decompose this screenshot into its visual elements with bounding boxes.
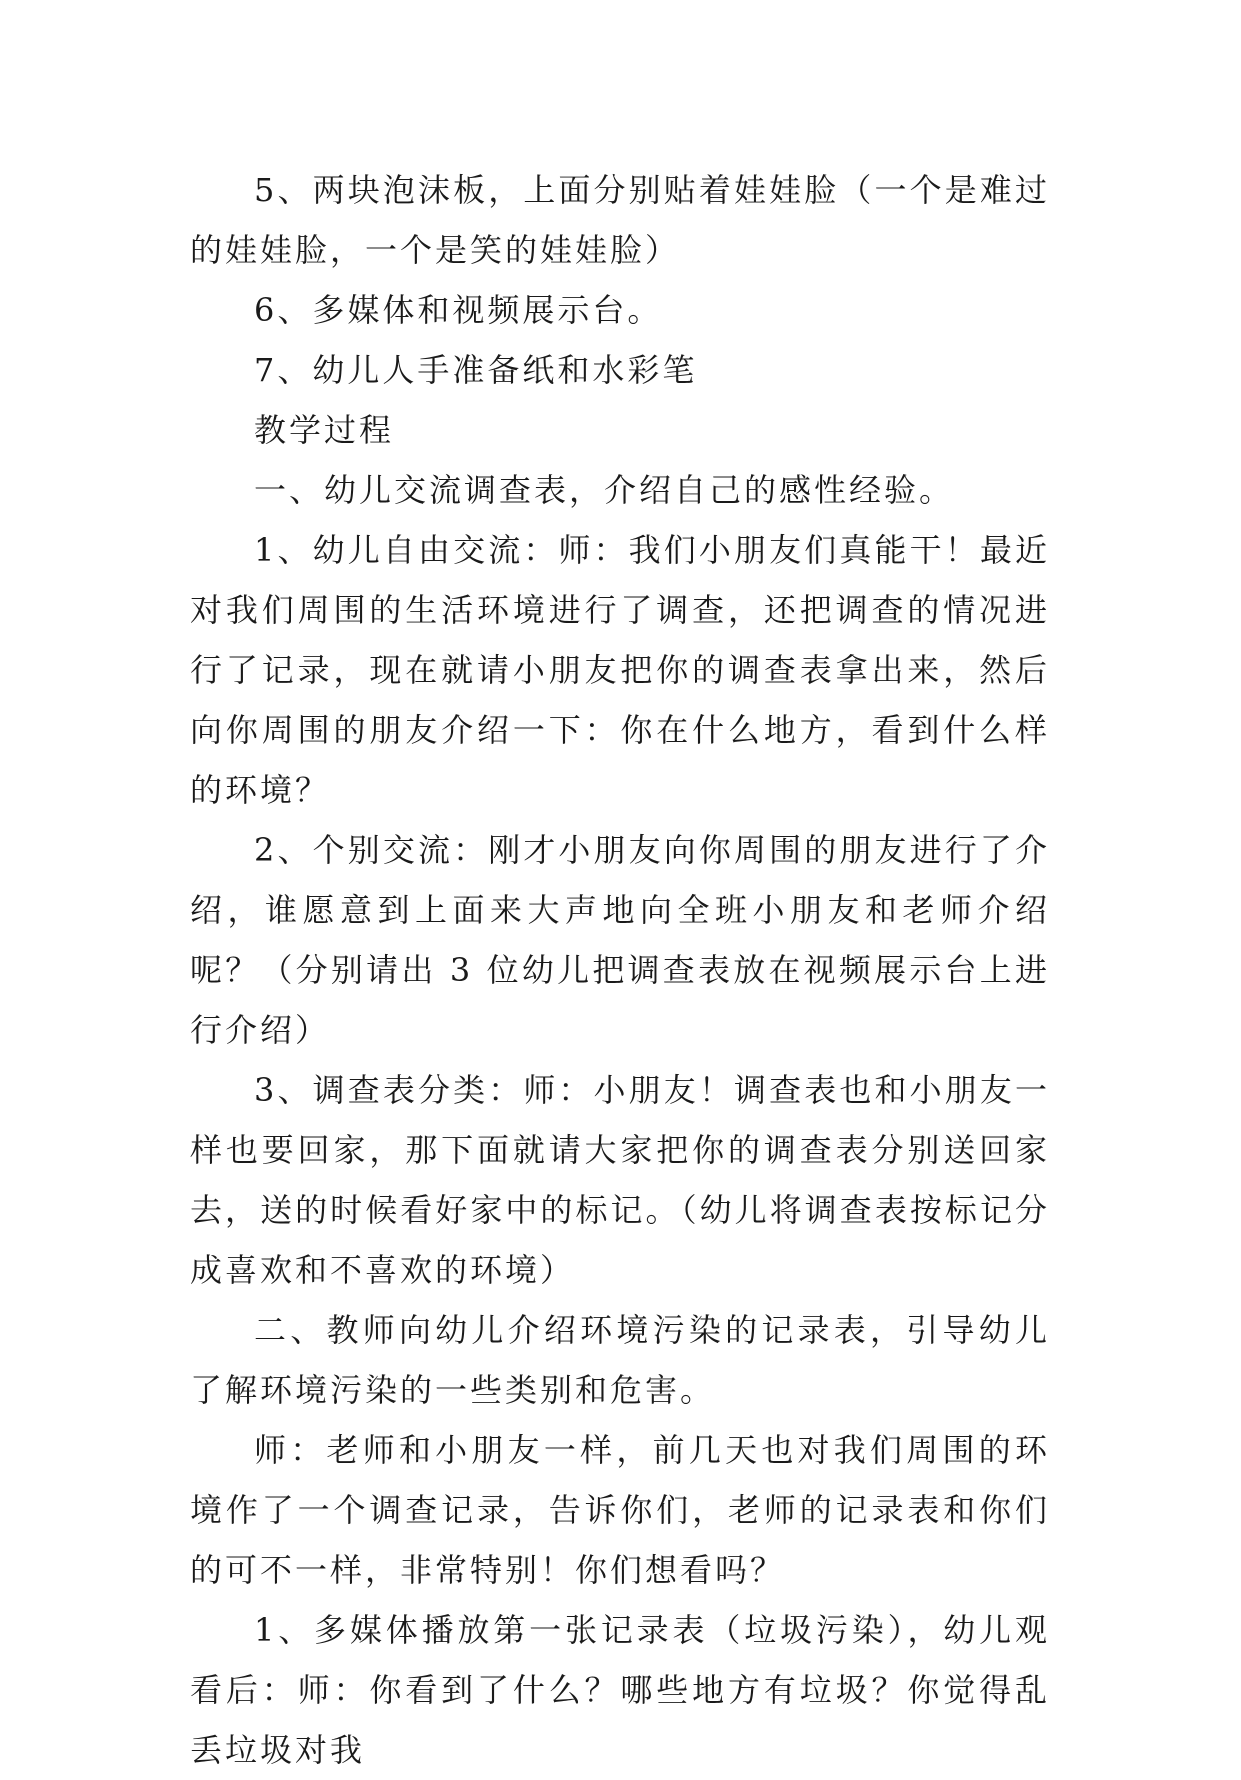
paragraph-teacher-intro: 师：老师和小朋友一样，前几天也对我们周围的环境作了一个调查记录，告诉你们，老师的记录表和你们的可不一样，非常特别！你们想看吗？ — [190, 1431, 1050, 1589]
paragraph-materials-6: 6、多媒体和视频展示台。 — [254, 291, 663, 329]
document-body — [190, 160, 1050, 1780]
paragraph-step-1-3: 3、调查表分类：师：小朋友！调查表也和小朋友一样也要回家，那下面就请大家把你的调查表分别送回家去，送的时候看好家中的标记。（幼儿将调查表按标记分成喜欢和不喜欢的环境） — [190, 1071, 1050, 1289]
paragraph-step-1-2: 2、个别交流：刚才小朋友向你周围的朋友进行了介绍，谁愿意到上面来大声地向全班小朋友和老师介绍呢？（分别请出 3 位幼儿把调查表放在视频展示台上进行介绍） — [190, 831, 1050, 1049]
paragraph-step-1-1: 1、幼儿自由交流：师：我们小朋友们真能干！最近对我们周围的生活环境进行了调查，还把调查的情况进行了记录，现在就请小朋友把你的调查表拿出来，然后向你周围的朋友介绍一下：你在什么地方，看到什么样的环境？ — [190, 531, 1050, 809]
paragraph-step-2-1: 1、多媒体播放第一张记录表（垃圾污染），幼儿观看后：师：你看到了什么？哪些地方有垃圾？你觉得乱丢垃圾对我 — [190, 1611, 1050, 1769]
paragraph-materials-5: 5、两块泡沫板，上面分别贴着娃娃脸（一个是难过的娃娃脸，一个是笑的娃娃脸） — [190, 171, 1050, 269]
section-heading-part-1: 一、幼儿交流调查表，介绍自己的感性经验。 — [254, 471, 955, 509]
section-heading-part-2: 二、教师向幼儿介绍环境污染的记录表，引导幼儿了解环境污染的一些类别和危害。 — [190, 1311, 1050, 1409]
paragraph-materials-7: 7、幼儿人手准备纸和水彩笔 — [254, 351, 698, 389]
section-heading-teaching-process: 教学过程 — [254, 411, 395, 449]
